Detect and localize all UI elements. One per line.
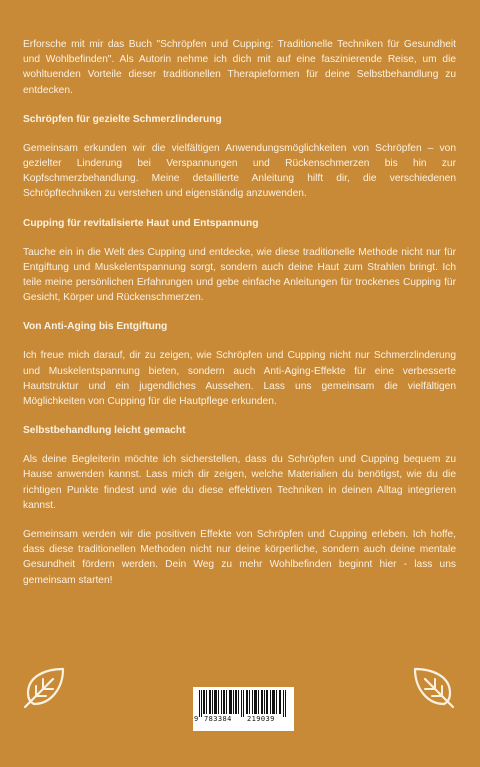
section-heading-schroepfen: Schröpfen für gezielte Schmerzlinderung xyxy=(23,113,222,125)
leaf-icon xyxy=(410,664,456,710)
section-text-cupping: Tauche ein in die Welt des Cupping und entdecke, wie diese traditionelle Methode nicht nur für Entgiftung und Muskelentspannung sorgt, sondern auch deine Haut zum Strahlen bringt. Ich teile meine persönlichen Erfahrungen und gebe einfache Anleitungen für trockenes Cupping für Gesicht, Körper und Rückenschmerzen. xyxy=(23,246,456,304)
barcode-bars xyxy=(199,690,288,717)
back-cover-text xyxy=(23,37,456,588)
isbn-barcode xyxy=(193,687,294,731)
intro-paragraph: Erforsche mit mir das Buch "Schröpfen und Cupping: Traditionelle Techniken für Gesundheit und Wohlbefinden". Als Autorin nehme ich dich mit auf eine faszinierende Reise, um die wohltuenden Vorteile dieser traditionellen Therapieformen für deine Selbstbehandlung zu entdecken. xyxy=(23,39,456,96)
barcode-group-2: 219039 xyxy=(247,715,275,723)
section-heading-anti-aging: Von Anti-Aging bis Entgiftung xyxy=(23,321,168,333)
section-heading-cupping: Cupping für revitalisierte Haut und Entspannung xyxy=(23,217,259,229)
barcode-group-1: 783384 xyxy=(204,715,232,723)
barcode-lead-digit: 9 xyxy=(194,715,199,723)
closing-paragraph: Gemeinsam werden wir die positiven Effekte von Schröpfen und Cupping erleben. Ich hoffe, dass diese traditionellen Methoden nicht nur deine körperliche, sondern auch deine mentale Gesundheit fördern werden. Dein Weg zu mehr Wohlbefinden beginnt hier - lass uns gemeinsam starten! xyxy=(23,529,456,586)
section-text-schroepfen: Gemeinsam erkunden wir die vielfältigen Anwendungsmöglichkeiten von Schröpfen – von gezielter Linderung bei Verspannungen und Rückenschmerzen bis hin zur Kopfschmerzbehandlung. Meine detaillierte Anleitung hilft dir, die verschiedenen Schröpftechniken zu verstehen und eigenständig anzuwenden. xyxy=(23,142,456,200)
leaf-icon xyxy=(22,664,68,710)
section-text-anti-aging: Ich freue mich darauf, dir zu zeigen, wie Schröpfen und Cupping nicht nur Schmerzlinderung und Muskelentspannung bieten, sondern auch Anti-Aging-Effekte für eine verbesserte Hautstruktur und ein jugendliches Aussehen. Lass uns gemeinsam die vielfältigen Möglichkeiten von Cupping für die Hautpflege erkunden. xyxy=(23,350,456,408)
section-heading-selbstbehandlung: Selbstbehandlung leicht gemacht xyxy=(23,425,186,437)
section-text-selbstbehandlung: Als deine Begleiterin möchte ich sicherstellen, dass du Schröpfen und Cupping bequem zu Hause anwenden kannst. Lass mich dir zeigen, welche Materialien du benötigst, wie du die richtigen Punkte findest und wie du diese effektiven Techniken in deinen Alltag integrieren kannst. xyxy=(23,454,456,511)
